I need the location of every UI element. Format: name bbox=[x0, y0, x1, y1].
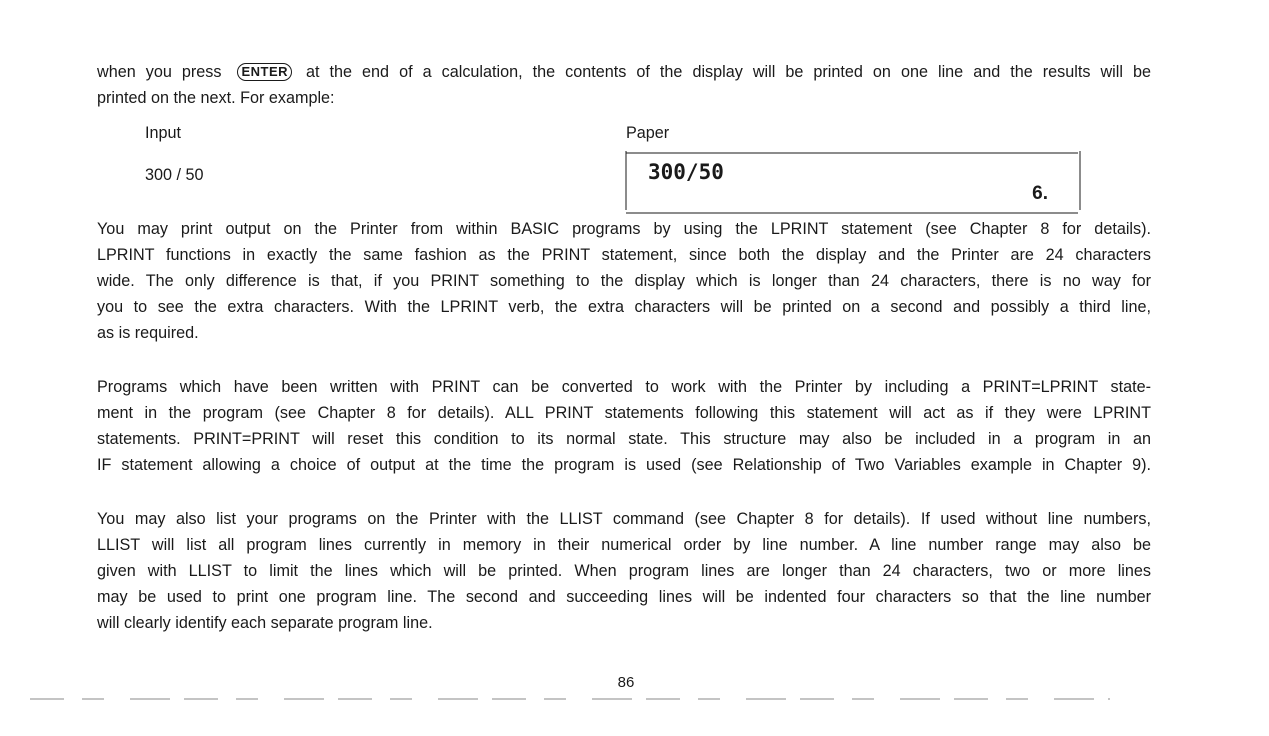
paragraph-llist bbox=[97, 506, 1151, 636]
paper-heading: Paper bbox=[626, 124, 670, 142]
intro-line-1 bbox=[97, 59, 1151, 85]
p2-line-4: IF statement allowing a choice of output at the time the program is used (see Relationship of Two Variables example in Chapter 9). bbox=[97, 456, 1151, 474]
p1-line-1: You may print output on the Printer from within BASIC programs by using the LPRINT statement (see Chapter 8 for details). bbox=[97, 220, 1151, 238]
p3-line-2: LLIST will list all program lines currently in memory in their numerical order by line number. A line number range may also be bbox=[97, 536, 1151, 554]
bottom-scan-rule bbox=[30, 696, 1110, 704]
intro-paragraph bbox=[97, 59, 1151, 111]
p3-line-5: will clearly identify each separate program line. bbox=[97, 614, 433, 632]
p2-line-3: statements. PRINT=PRINT will reset this condition to its normal state. This structure may also be included in a program in an bbox=[97, 430, 1151, 448]
paragraph-print-lprint bbox=[97, 374, 1151, 478]
p3-line-3: given with LLIST to limit the lines which will be printed. When program lines are longer than 24 characters, two or more lines bbox=[97, 562, 1151, 580]
p1-line-4: you to see the extra characters. With the LPRINT verb, the extra characters will be printed on a second and possibly a third line, bbox=[97, 298, 1151, 316]
intro-before-key: when you press bbox=[97, 63, 222, 81]
p2-line-2: ment in the program (see Chapter 8 for details). ALL PRINT statements following this statement will act as if they were LPRINT bbox=[97, 404, 1151, 422]
p2-line-1: Programs which have been written with PRINT can be converted to work with the Printer by including a PRINT=LPRINT state- bbox=[97, 378, 1151, 396]
p3-line-4: may be used to print one program line. The second and succeeding lines will be indented four characters so that the line number bbox=[97, 588, 1151, 606]
paper-line-1: 300/50 bbox=[648, 160, 724, 184]
intro-after-key: at the end of a calculation, the contents of the display will be printed on one line and the results will be bbox=[306, 63, 1151, 81]
p1-line-5: as is required. bbox=[97, 324, 199, 342]
enter-key-symbol: ENTER bbox=[237, 63, 292, 81]
intro-line-2: printed on the next. For example: bbox=[97, 89, 335, 107]
p3-line-1: You may also list your programs on the Printer with the LLIST command (see Chapter 8 for details). If used without line numbers, bbox=[97, 510, 1151, 528]
p1-line-3: wide. The only difference is that, if you PRINT something to the display which is longer than 24 characters, there is no way for bbox=[97, 272, 1151, 290]
p1-line-2: LPRINT functions in exactly the same fashion as the PRINT statement, since both the display and the Printer are 24 characters bbox=[97, 246, 1151, 264]
input-heading: Input bbox=[145, 124, 182, 142]
paragraph-lprint bbox=[97, 216, 1151, 346]
page-number: 86 bbox=[617, 674, 635, 691]
input-value: 300 / 50 bbox=[145, 166, 204, 184]
paper-printout bbox=[624, 146, 1082, 216]
paper-line-2: 6. bbox=[1032, 183, 1048, 204]
